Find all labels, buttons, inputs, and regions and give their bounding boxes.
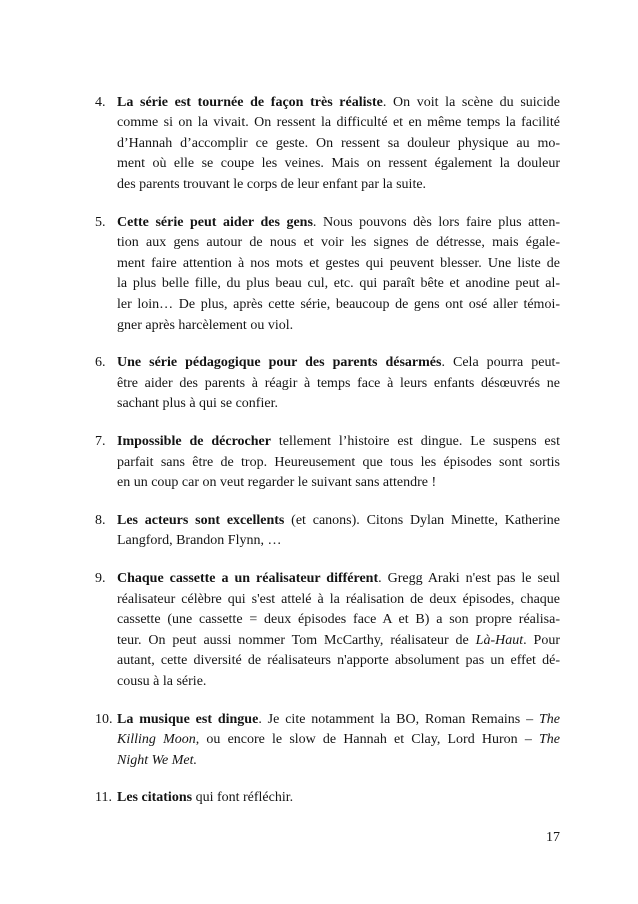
body-text: . Nous pouvons dès lors faire plus atten- — [312, 214, 560, 230]
bold-text: Les citations — [117, 790, 193, 806]
body-text: (et canons). Citons Dylan Minette, Katherine — [284, 512, 560, 528]
bold-text: La musique est dingue — [117, 711, 259, 727]
numbered-list — [95, 93, 560, 809]
bold-text: Chaque cassette a un réalisateur différent — [117, 570, 379, 586]
text-line — [117, 394, 560, 415]
text-line — [117, 353, 560, 374]
text-line — [117, 531, 560, 552]
italic-text: Là-Haut — [475, 632, 524, 648]
bold-text: Impossible de décrocher — [117, 434, 271, 449]
text-line — [117, 631, 560, 652]
body-text: parfait sans être de trop. Heureusement que tous les épisodes sont sortis — [117, 454, 560, 470]
body-text: autant, cette diversité de réalisateurs n'apporte absolument pas un effet dé- — [117, 653, 560, 669]
item-number: 5. — [95, 214, 106, 230]
text-line — [117, 254, 560, 275]
text-line — [117, 233, 560, 254]
body-text: tellement l’histoire est dingue. Le suspens est — [270, 434, 560, 449]
italic-text: Night We Met. — [117, 752, 197, 768]
text-line — [117, 511, 560, 532]
text-line — [117, 295, 560, 316]
text-line — [117, 316, 560, 337]
text-line — [117, 788, 560, 809]
body-text: cousu à la série. — [117, 673, 207, 689]
bold-text: Les acteurs sont excellents — [117, 512, 285, 528]
text-line — [117, 175, 560, 196]
italic-text: The — [539, 732, 560, 748]
text-line — [117, 432, 560, 453]
body-text: comme si on la vivait. On ressent la difficulté et en même temps la facilité — [117, 115, 560, 131]
list-item — [95, 432, 560, 494]
page-number: 17 — [546, 830, 560, 845]
body-text: qui font réfléchir. — [192, 790, 294, 806]
text-line — [117, 154, 560, 175]
text-line — [117, 651, 560, 672]
bold-text: Cette série peut aider des gens — [117, 214, 313, 230]
text-line — [117, 113, 560, 134]
text-line — [117, 93, 560, 114]
body-text: Langford, Brandon Flynn, … — [117, 533, 282, 549]
list-item — [95, 569, 560, 693]
text-line — [117, 610, 560, 631]
text-line — [117, 453, 560, 474]
item-number: 11. — [95, 790, 112, 806]
body-text: réalisateur célèbre qui s'est attelé à la réalisation de deux épisodes, chaque — [117, 591, 560, 607]
text-line — [117, 672, 560, 693]
body-text: . Pour — [523, 632, 560, 648]
body-text: cassette (une cassette = deux épisodes face A et B) a son propre réalisa- — [117, 612, 560, 628]
body-text: ler loin… De plus, après cette série, beaucoup de gens ont osé aller témoi- — [117, 297, 560, 313]
text-line — [117, 730, 560, 751]
italic-text: The — [539, 711, 560, 727]
bold-text: Une série pédagogique pour des parents désarmés — [117, 355, 442, 371]
text-line — [117, 473, 560, 494]
text-line — [117, 134, 560, 155]
italic-text: Killing Moon — [117, 732, 196, 748]
body-text: . Je cite notamment la BO, Roman Remains – — [258, 711, 539, 727]
text-line — [117, 569, 560, 590]
text-line — [117, 751, 560, 772]
body-text: en un coup car on veut regarder le suivant sans attendre ! — [117, 475, 437, 491]
item-number: 10. — [95, 711, 113, 727]
item-number: 9. — [95, 570, 106, 586]
item-number: 8. — [95, 512, 106, 528]
list-item — [95, 213, 560, 337]
body-text: gner après harcèlement ou viol. — [117, 317, 294, 333]
list-item — [95, 710, 560, 772]
body-text: . Gregg Araki n'est pas le seul — [378, 570, 561, 586]
body-text: teur. On peut aussi nommer Tom McCarthy, réalisateur de — [117, 632, 476, 648]
item-number: 7. — [95, 434, 106, 449]
text-line — [117, 710, 560, 731]
body-text: la plus belle fille, du plus beau cul, etc. qui paraît bête et anodine peut al- — [117, 276, 560, 292]
item-number: 6. — [95, 355, 106, 371]
body-text: ment où elle se coupe les veines. Mais on ressent également la douleur — [117, 156, 560, 172]
body-text: . Cela pourra peut- — [441, 355, 560, 371]
body-text: être aider des parents à réagir à temps face à leurs enfants désœuvrés ne — [117, 375, 560, 391]
list-item — [95, 353, 560, 415]
list-item — [95, 93, 560, 196]
body-text: tion aux gens autour de nous et voir les signes de détresse, mais égale- — [117, 235, 560, 251]
body-text: . On voit la scène du suicide — [382, 94, 560, 110]
body-text: sachant plus à qui se confier. — [117, 396, 278, 412]
text-line — [117, 213, 560, 234]
list-item — [95, 788, 560, 809]
body-text: , ou encore le slow de Hannah et Clay, Lord Huron – — [195, 732, 539, 748]
body-text: des parents trouvant le corps de leur enfant par la suite. — [117, 177, 427, 193]
list-item — [95, 511, 560, 552]
text-line — [117, 274, 560, 295]
body-text: d’Hannah d’accomplir ce geste. On ressent sa douleur physique au mo- — [117, 135, 560, 151]
body-text: ment faire attention à nos mots et gestes qui peuvent blesser. Une liste de — [117, 255, 560, 271]
item-number: 4. — [95, 94, 106, 110]
text-line — [117, 590, 560, 611]
bold-text: La série est tournée de façon très réaliste — [117, 94, 383, 110]
text-line — [117, 374, 560, 395]
